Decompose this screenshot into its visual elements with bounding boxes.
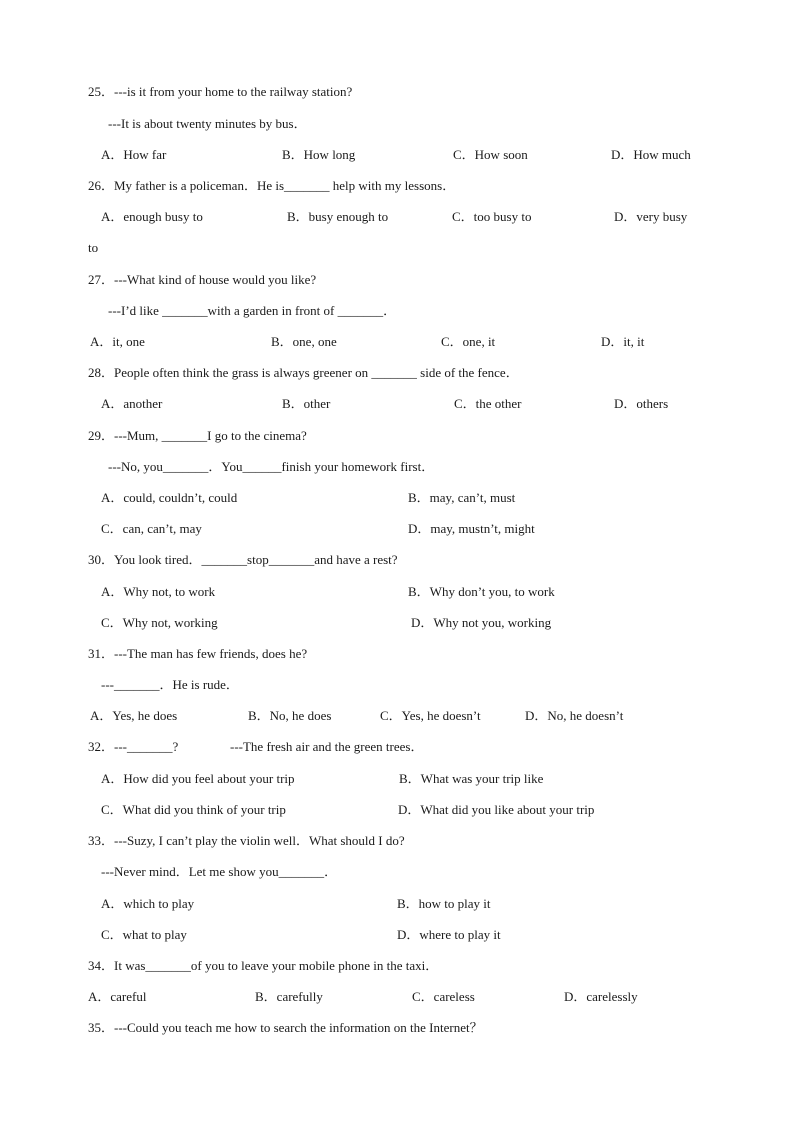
- question-33-option-a: A．which to play: [101, 896, 195, 911]
- question-25-option-d: D．How much: [611, 147, 691, 162]
- question-29-option-d: D．may, mustn’t, might: [408, 521, 535, 536]
- question-26-option-b: B．busy enough to: [287, 209, 389, 224]
- question-32-option-c: C．What did you think of your trip: [101, 802, 286, 817]
- question-29-option-c: C．can, can’t, may: [101, 521, 202, 536]
- question-31-option-b: B．No, he does: [248, 708, 332, 723]
- question-28-option-b: B．other: [282, 396, 331, 411]
- question-33-answer-line: ---Never mind．Let me show you_______．: [101, 864, 338, 879]
- question-28-option-c: C．the other: [454, 396, 522, 411]
- question-27-option-a: A．it, one: [90, 334, 145, 349]
- question-28-stem: 28．People often think the grass is always greener on _______ side of the fence．: [88, 365, 519, 380]
- question-31-option-c: C．Yes, he doesn’t: [380, 708, 481, 723]
- question-27-option-c: C．one, it: [441, 334, 496, 349]
- question-32-answer-line: ---The fresh air and the green trees．: [230, 739, 424, 754]
- question-35-stem: 35．---Could you teach me how to search the information on the Internet？: [88, 1020, 483, 1035]
- question-27-option-b: B．one, one: [271, 334, 337, 349]
- question-27-option-d: D．it, it: [601, 334, 645, 349]
- question-34-option-d: D．carelessly: [564, 989, 638, 1004]
- question-34-option-b: B．carefully: [255, 989, 323, 1004]
- question-28-option-d: D．others: [614, 396, 669, 411]
- question-29-option-b: B．may, can’t, must: [408, 490, 516, 505]
- question-26-option-d: D．very busy: [614, 209, 688, 224]
- question-34-option-c: C．careless: [412, 989, 475, 1004]
- question-26-option-c: C．too busy to: [452, 209, 532, 224]
- question-25-option-c: C．How soon: [453, 147, 528, 162]
- question-30-stem: 30．You look tired．_______stop_______and have a rest?: [88, 552, 398, 567]
- question-26-option-d-wrap: to: [88, 240, 99, 255]
- question-34-option-a: A．careful: [88, 989, 147, 1004]
- question-25-option-a: A．How far: [101, 147, 167, 162]
- question-29-option-a: A．could, couldn’t, could: [101, 490, 238, 505]
- question-31-option-a: A．Yes, he does: [90, 708, 178, 723]
- question-26-stem: 26．My father is a policeman．He is_______ help with my lessons．: [88, 178, 456, 193]
- question-31-stem: 31．---The man has few friends, does he?: [88, 646, 308, 661]
- question-33-option-c: C．what to play: [101, 927, 187, 942]
- question-32-stem: 32．---_______?: [88, 739, 179, 754]
- question-32-option-d: D．What did you like about your trip: [398, 802, 595, 817]
- question-26-option-a: A．enough busy to: [101, 209, 203, 224]
- question-33-option-d: D．where to play it: [397, 927, 501, 942]
- question-31-answer-line: ---_______．He is rude．: [101, 677, 239, 692]
- question-30-option-a: A．Why not, to work: [101, 584, 216, 599]
- question-34-stem: 34．It was_______of you to leave your mobile phone in the taxi．: [88, 958, 439, 973]
- question-29-stem: 29．---Mum, _______I go to the cinema?: [88, 428, 307, 443]
- question-31-option-d: D．No, he doesn’t: [525, 708, 624, 723]
- question-30-option-c: C．Why not, working: [101, 615, 218, 630]
- question-29-answer-line: ---No, you_______．You______finish your homework first．: [108, 459, 435, 474]
- question-30-option-d: D．Why not you, working: [411, 615, 552, 630]
- question-30-option-b: B．Why don’t you, to work: [408, 584, 555, 599]
- question-32-option-a: A．How did you feel about your trip: [101, 771, 295, 786]
- question-32-option-b: B．What was your trip like: [399, 771, 544, 786]
- question-33-option-b: B．how to play it: [397, 896, 491, 911]
- question-25-stem: 25．---is it from your home to the railway station?: [88, 84, 353, 99]
- question-25-answer-line: ---It is about twenty minutes by bus．: [108, 116, 307, 131]
- question-27-answer-line: ---I’d like _______with a garden in front of _______．: [108, 303, 397, 318]
- question-27-stem: 27．---What kind of house would you like?: [88, 272, 317, 287]
- question-28-option-a: A．another: [101, 396, 163, 411]
- question-33-stem: 33．---Suzy, I can’t play the violin well．What should I do?: [88, 833, 405, 848]
- question-25-option-b: B．How long: [282, 147, 356, 162]
